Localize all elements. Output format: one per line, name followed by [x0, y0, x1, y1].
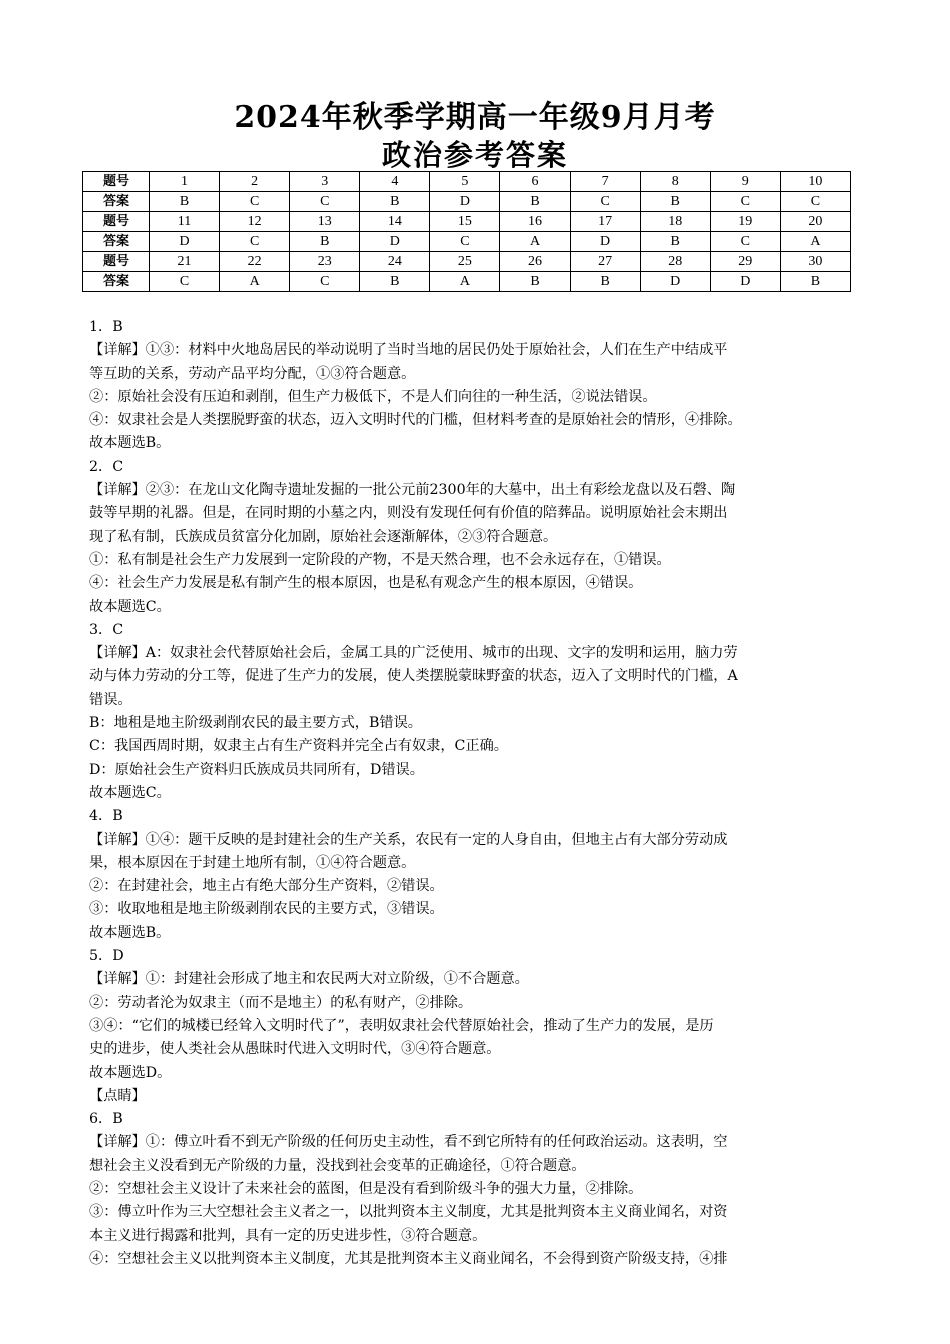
- table-cell: B: [290, 232, 360, 252]
- question-number: 1．B: [89, 319, 123, 335]
- table-cell: B: [640, 232, 710, 252]
- text-line: 故本题选B。: [89, 924, 171, 941]
- question-number: 6．B: [89, 1111, 123, 1128]
- table-row: [83, 252, 851, 272]
- question-number: 5．D: [89, 948, 124, 965]
- table-cell: B: [500, 192, 570, 212]
- table-cell: 25: [430, 252, 500, 272]
- table-cell: 21: [150, 252, 220, 272]
- table-cell: B: [640, 192, 710, 212]
- text-line: 错误。: [89, 691, 132, 708]
- row-label: 答案: [83, 192, 150, 212]
- table-cell: 19: [710, 212, 780, 232]
- text-line: 等互助的关系，劳动产品平均分配，①③符合题意。: [89, 365, 416, 382]
- table-cell: 23: [290, 252, 360, 272]
- table-cell: C: [150, 272, 220, 292]
- table-cell: B: [500, 272, 570, 292]
- text-line: 【详解】①：傅立叶看不到无产阶级的任何历史主动性，看不到它所特有的任何政治运动。这表明，空: [89, 1134, 728, 1151]
- text-line: ④：社会生产力发展是私有制产生的根本原因，也是私有观念产生的根本原因，④错误。: [89, 575, 643, 592]
- table-cell: 12: [220, 212, 290, 232]
- text-line: ②：空想社会主义设计了未来社会的蓝图，但是没有看到阶级斗争的强大力量，②排除。: [89, 1180, 643, 1197]
- table-row: [83, 192, 851, 212]
- question-number: 4．B: [89, 808, 123, 825]
- text-line: 现了私有制，氏族成员贫富分化加剧，原始社会逐渐解体，②③符合题意。: [89, 528, 558, 545]
- row-label: 题号: [83, 212, 150, 232]
- row-label: 题号: [83, 172, 150, 192]
- table-cell: 11: [150, 212, 220, 232]
- row-label: 答案: [83, 272, 150, 292]
- table-cell: 1: [150, 172, 220, 192]
- text-line: 故本题选C。: [89, 784, 171, 801]
- table-cell: B: [360, 192, 430, 212]
- table-row: [83, 172, 851, 192]
- text-line: C：我国西周时期，奴隶主占有生产资料并完全占有奴隶，C正确。: [89, 738, 508, 755]
- question-number: 2．C: [89, 458, 124, 475]
- table-cell: 8: [640, 172, 710, 192]
- table-row: [83, 212, 851, 232]
- table-cell: C: [290, 192, 360, 212]
- text-line: D：原始社会生产资料归氏族成员共同所有，D错误。: [89, 761, 424, 778]
- table-cell: C: [710, 192, 780, 212]
- table-cell: 30: [780, 252, 850, 272]
- table-cell: C: [220, 232, 290, 252]
- text-line: ③：傅立叶作为三大空想社会主义者之一，以批判资本主义制度，尤其是批判资本主义商业闻名，对资: [89, 1204, 728, 1221]
- table-cell: 29: [710, 252, 780, 272]
- table-cell: C: [220, 192, 290, 212]
- table-cell: 5: [430, 172, 500, 192]
- text-line: ③：收取地租是地主阶级剥削农民的主要方式，③错误。: [89, 901, 444, 918]
- text-line: ④：奴隶社会是人类摆脱野蛮的状态，迈入文明时代的门槛，但材料考查的是原始社会的情形，④排除。: [89, 412, 742, 429]
- table-cell: A: [500, 232, 570, 252]
- table-cell: 22: [220, 252, 290, 272]
- table-cell: B: [360, 272, 430, 292]
- text-line: ③④：“它们的城楼已经耸入文明时代了”，表明奴隶社会代替原始社会，推动了生产力的发展，是历: [89, 1017, 714, 1034]
- table-cell: 15: [430, 212, 500, 232]
- table-cell: A: [430, 272, 500, 292]
- table-cell: D: [360, 232, 430, 252]
- row-label: 题号: [83, 252, 150, 272]
- table-cell: 2: [220, 172, 290, 192]
- table-row: [83, 272, 851, 292]
- text-line: ②：在封建社会，地主占有绝大部分生产资料，②错误。: [89, 878, 444, 895]
- table-cell: D: [640, 272, 710, 292]
- table-cell: 24: [360, 252, 430, 272]
- text-line: 本主义进行揭露和批判，具有一定的历史进步性，③符合题意。: [89, 1227, 487, 1244]
- answer-explanations: [89, 316, 859, 1271]
- table-cell: 20: [780, 212, 850, 232]
- text-line: 史的进步，使人类社会从愚昧时代进入文明时代，③④符合题意。: [89, 1041, 501, 1058]
- page-title: 2024年秋季学期高一年级9月月考: [234, 100, 716, 135]
- table-cell: 14: [360, 212, 430, 232]
- table-cell: C: [710, 232, 780, 252]
- table-cell: 9: [710, 172, 780, 192]
- page-subtitle: 政治参考答案: [381, 138, 568, 172]
- table-cell: D: [150, 232, 220, 252]
- table-cell: B: [780, 272, 850, 292]
- table-cell: 28: [640, 252, 710, 272]
- table-cell: C: [780, 192, 850, 212]
- table-cell: D: [710, 272, 780, 292]
- text-line: 【详解】①③：材料中火地岛居民的举动说明了当时当地的居民仍处于原始社会，人们在生产中结成平: [89, 342, 728, 359]
- row-label: 答案: [83, 232, 150, 252]
- text-line: 【点睛】: [89, 1087, 146, 1104]
- table-cell: A: [220, 272, 290, 292]
- table-cell: 6: [500, 172, 570, 192]
- table-cell: 27: [570, 252, 640, 272]
- table-cell: B: [570, 272, 640, 292]
- text-line: 【详解】①：封建社会形成了地主和农民两大对立阶级，①不合题意。: [89, 971, 529, 988]
- text-line: ①：私有制是社会生产力发展到一定阶段的产物，不是天然合理，也不会永远存在，①错误。: [89, 551, 671, 568]
- text-line: 鼓等早期的礼器。但是，在同时期的小墓之内，则没有发现任何有价值的陪葬品。说明原始社会末期出: [89, 505, 728, 522]
- text-line: B：地租是地主阶级剥削农民的最主要方式，B错误。: [89, 715, 422, 732]
- table-cell: 18: [640, 212, 710, 232]
- table-cell: C: [570, 192, 640, 212]
- table-cell: 16: [500, 212, 570, 232]
- table-cell: 10: [780, 172, 850, 192]
- table-cell: C: [430, 232, 500, 252]
- table-cell: 26: [500, 252, 570, 272]
- table-row: [83, 232, 851, 252]
- text-line: 故本题选D。: [89, 1064, 172, 1081]
- text-line: 故本题选C。: [89, 598, 171, 615]
- table-cell: 7: [570, 172, 640, 192]
- table-cell: 13: [290, 212, 360, 232]
- table-cell: 17: [570, 212, 640, 232]
- table-cell: C: [290, 272, 360, 292]
- text-line: 想社会主义没看到无产阶级的力量，没找到社会变革的正确途径，①符合题意。: [89, 1157, 586, 1174]
- table-cell: 3: [290, 172, 360, 192]
- text-line: 【详解】②③：在龙山文化陶寺遗址发掘的一批公元前2300年的大墓中，出土有彩绘龙盘以及石磬、陶: [89, 482, 736, 499]
- table-cell: D: [570, 232, 640, 252]
- table-cell: B: [150, 192, 220, 212]
- text-line: 【详解】①④：题干反映的是封建社会的生产关系，农民有一定的人身自由，但地主占有大部分劳动成: [89, 831, 728, 848]
- text-line: 动与体力劳动的分工等，促进了生产力的发展，使人类摆脱蒙昧野蛮的状态，迈入了文明时代的门槛，A: [89, 668, 738, 685]
- table-cell: 4: [360, 172, 430, 192]
- text-line: 果，根本原因在于封建土地所有制，①④符合题意。: [89, 854, 416, 871]
- text-line: 故本题选B。: [89, 435, 171, 452]
- text-line: 【详解】A：奴隶社会代替原始社会后，金属工具的广泛使用、城市的出现、文字的发明和运用，脑力劳: [89, 645, 738, 662]
- answer-table: [82, 171, 851, 292]
- table-cell: A: [780, 232, 850, 252]
- question-number: 3．C: [89, 621, 124, 638]
- text-line: ②：劳动者沦为奴隶主（而不是地主）的私有财产，②排除。: [89, 994, 473, 1011]
- table-cell: D: [430, 192, 500, 212]
- text-line: ②：原始社会没有压迫和剥削，但生产力极低下，不是人们向往的一种生活，②说法错误。: [89, 388, 657, 405]
- text-line: ④：空想社会主义以批判资本主义制度，尤其是批判资本主义商业闻名，不会得到资产阶级支持，④排: [89, 1250, 728, 1267]
